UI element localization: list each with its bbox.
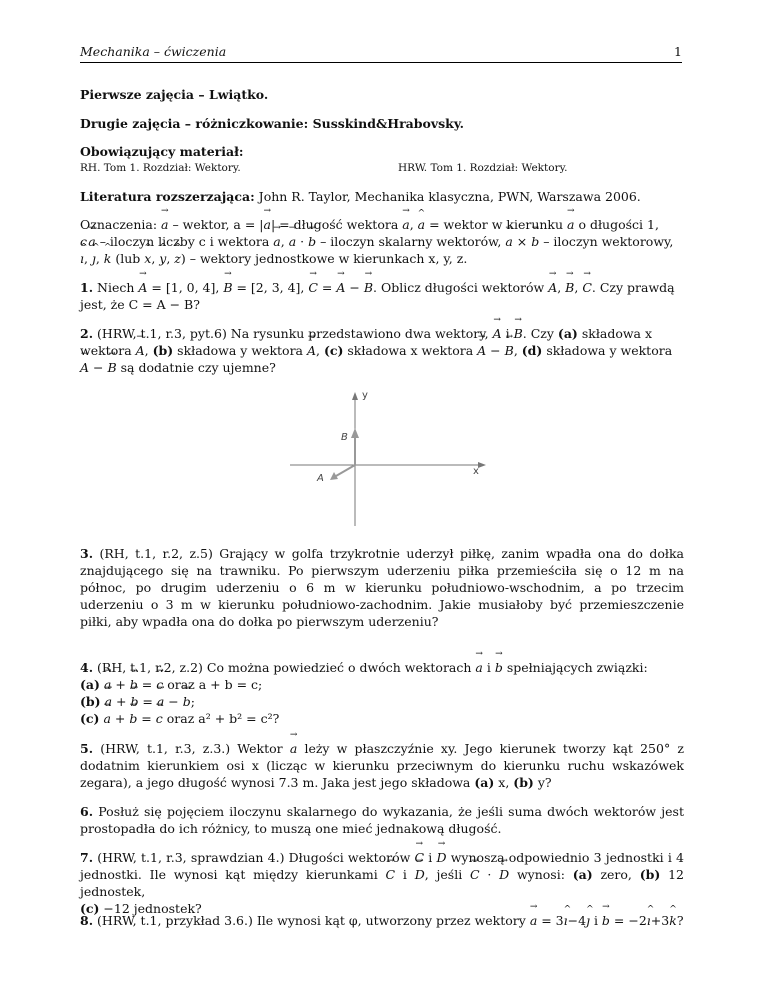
class1-heading: Pierwsze zajęcia – Lwiątko. — [80, 87, 269, 102]
problem-6: 6. Posłuż się pojęciem iloczynu skalarnego do wykazania, że jeśli suma dwóch wektorów jest prostopadła do ich różnicy, to muszą one mieć jednakową długość. — [80, 804, 684, 836]
page-number: 1 — [674, 44, 682, 59]
x-axis-label: x — [473, 466, 479, 477]
required-title: Obowiązujący materiał: — [80, 144, 244, 159]
extended-label: Literatura rozszerzająca: — [80, 189, 255, 204]
problem-7: 7. (HRW, t.1, r.3, sprawdzian 4.) Długości wektorów → C i → D wynoszą odpowiednio 3 jednostki i 4 jednostki. Ile wynosi kąt między kierunkami → C i → D, jeśli → C · → D wynosi: (a) zero, (b) 12 jednostek, (c) −12 jednostek? — [80, 849, 684, 917]
class2-heading: Drugie zajęcia – różniczkowanie: Susskind&Hrabovsky. — [80, 116, 465, 131]
problem-1: 1. Niech → A = [1, 0, 4], → B = [2, 3, 4], → C = → A − → B. Oblicz długości wektorów → A, → B, → C. Czy prawdą jest, że C = A − B? — [80, 279, 684, 313]
vector-figure — [280, 388, 500, 528]
x-axis-arrowhead — [478, 462, 486, 468]
problem-4: 4. (RH, t.1, r.2, z.2) Co można powiedzieć o dwóch wektorach → a i → b spełniających związki: (a) → a + → b = → c oraz a + b = c; (b) → a + → b = → a − → b; (c) → a + → b = → c oraz a² + b² = c²? — [80, 659, 684, 727]
vector-b-arrowhead — [351, 428, 359, 438]
extended-literature — [80, 188, 684, 205]
problem-5: 5. (HRW, t.1, r.3, z.3.) Wektor → a leży w płaszczyźnie xy. Jego kierunek tworzy kąt 250° z dodatnim kierunkiem osi x (licząc w kierunku przeciwnym do kierunku ruchu wskazówek zegara), a jego długość wynosi 7.3 m. Jaka jest jego składowa (a) x, (b) y? — [80, 740, 684, 791]
problem-8: 8. (HRW, t.1, przykład 3.6.) Ile wynosi kąt φ, utworzony przez wektory → a = 3^ ı−4^ ȷ i → b = −2^ ı+3^ k? — [80, 912, 684, 929]
required-hrw: HRW. Tom 1. Rozdział: Wektory. — [398, 162, 568, 174]
problem-2: 2. (HRW, t.1, r.3, pyt.6) Na rysunku przedstawiono dwa wektory, → A i → B. Czy (a) składowa x wektora → A, (b) składowa y wektora → A, (c) składowa x wektora → A − → B, (d) składowa y wektora → A − → B są dodatnie czy ujemne? — [80, 325, 684, 376]
required-rh: RH. Tom 1. Rozdział: Wektory. — [80, 162, 241, 174]
problem-3: 3. (RH, t.1, r.2, z.5) Grający w golfa trzykrotnie uderzył piłkę, zanim wpadła ona do dołka znajdującego się na trawniku. Po pierwszym uderzeniu piłka przemieściła się o 12 m na północ, po drugim uderzeniu o 6 m w kierunku południowo-wschodnim, a po trzecim uderzeniu o 3 m w kierunku południowo-zachodnim. Jakie musiałoby być przemieszczenie piłki, aby wpadła ona do dołka po pierwszym uderzeniu? — [80, 546, 684, 629]
vector-b-label: B — [341, 432, 348, 443]
y-axis-arrowhead — [352, 392, 358, 400]
vector-a — [336, 465, 355, 476]
y-axis-label: y — [362, 390, 368, 401]
notation-paragraph: Oznaczenia: → a – wektor, a = |→ a| = długość wektora → a, ^ a = wektor w kierunku → a o długości 1, c → a – iloczyn liczby c i wektora → a, → a · → b – iloczyn skalarny wektorów, → a × → b – iloczyn wektorowy, ^ ı, ^ ȷ, ^ k (lub ^ x, ^ y, ^ z) – wektory jednostkowe w kierunkach x, y, z. — [80, 216, 684, 267]
page-header — [80, 44, 682, 63]
header-title: Mechanika – ćwiczenia — [80, 44, 227, 59]
extended-text: John R. Taylor, Mechanika klasyczna, PWN, Warszawa 2006. — [254, 189, 641, 204]
vector-a-label: A — [317, 473, 324, 484]
